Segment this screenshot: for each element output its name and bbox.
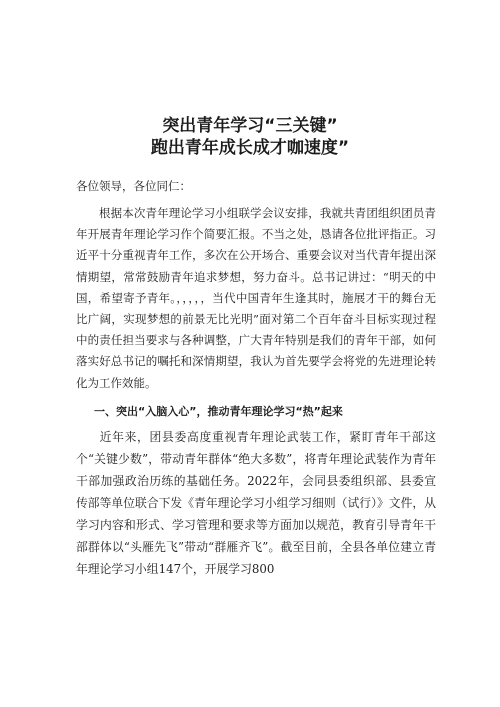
salutation: 各位领导，各位同仁： xyxy=(76,179,191,193)
document-title-line-1: 突出青年学习“三关键” xyxy=(162,116,338,136)
paragraph-intro: 根据本次青年理论学习小组联学会议安排，我就共青团组织团员青年开展青年理论学习作个简要汇报。不当之处，恳请各位批评指正。习近平十分重视青年工作，多次在公开场合、重要会议对当代青年提出深情期望，常常鼓励青年追求梦想，努力奋斗。总书记讲过：“明天的中国，希望寄予青年。，，，，，当代中国青年生逢其时，施展才干的舞台无比广阔，实现梦想的前景无比光明”面对第二个百年奋斗目标实现过程中的责任担当要求与各种调整，广大青年特别是我们的青年干部，如何落实好总书记的嘱托和深情期望，我认为首先要学会将党的先进理论转化为工作效能。 xyxy=(76,206,436,390)
paragraph-section-1: 近年来，团县委高度重视青年理论武装工作，紧盯青年干部这个“关键少数”，带动青年群体“绝大多数”，将青年理论武装作为青年干部加强政治历练的基础任务。2022年，会同县委组织部、县委宣传部等单位联合下发《青年理论学习小组学习细则（试行）》文件，从学习内容和形式、学习管理和要求等方面加以规范，教育引导青年干部群体以“头雁先飞”带动“群雁齐飞”。截至目前，全县各单位建立青年理论学习小组147个，开展学习800 xyxy=(76,429,436,576)
document-body xyxy=(76,176,436,580)
document-title-line-2: 跑出青年成长成才咖速度” xyxy=(150,138,350,158)
section-heading-1: 一、突出“入脑入心”，推动青年理论学习“热”起来 xyxy=(94,404,343,418)
